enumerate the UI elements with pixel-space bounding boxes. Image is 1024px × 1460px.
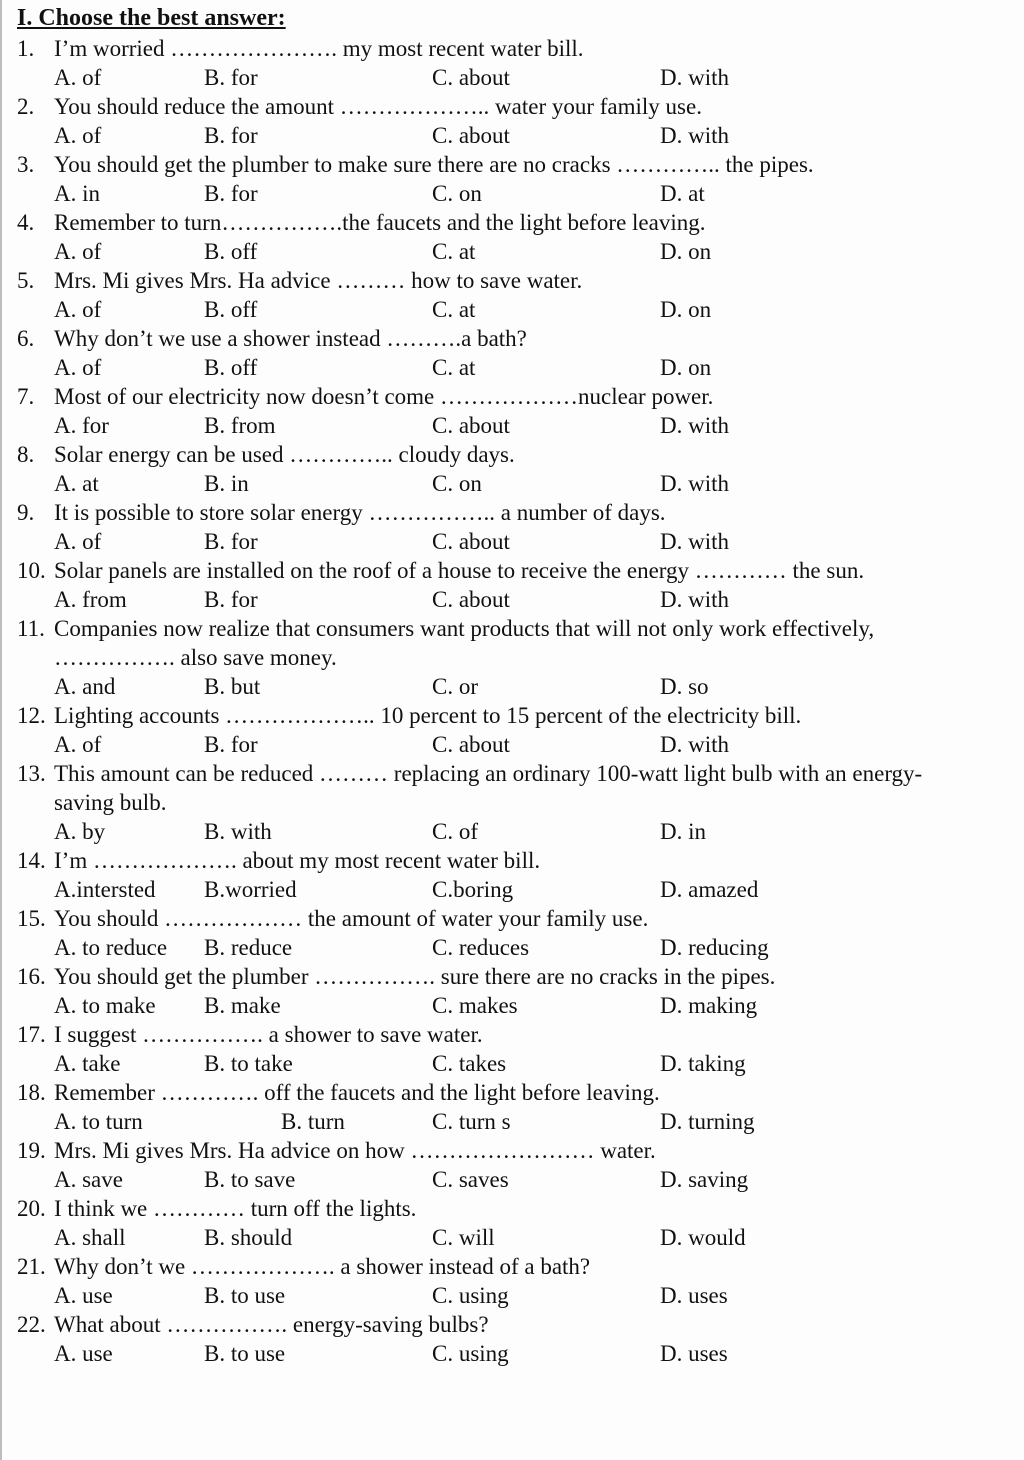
question-stem <box>17 1311 1022 1339</box>
option-d[interactable]: D. with <box>660 471 729 496</box>
question-number: 16. <box>17 964 46 989</box>
option-a[interactable]: A. use <box>54 1341 113 1366</box>
option-d[interactable]: D. with <box>660 123 729 148</box>
answer-options <box>0 1224 1020 1252</box>
question-text: Companies now realize that consumers want products that will not only work effectively, <box>54 616 875 641</box>
answer-options <box>0 180 1020 208</box>
option-b[interactable]: B. for <box>204 181 258 206</box>
question-number: 9. <box>17 500 35 525</box>
question-text: ……………. also save money. <box>54 645 337 670</box>
question-text: Mrs. Mi gives Mrs. Ha advice on how …………………… water. <box>54 1138 656 1163</box>
option-b[interactable]: B. to save <box>204 1167 296 1192</box>
question-stem <box>17 963 1022 991</box>
question-text: Most of our electricity now doesn’t come ………………nuclear power. <box>54 384 714 409</box>
question-text: saving bulb. <box>54 790 167 815</box>
question-text: I’m ………………. about my most recent water bill. <box>54 848 541 873</box>
option-d[interactable]: D. turning <box>660 1109 755 1134</box>
option-a[interactable]: A. of <box>54 355 102 380</box>
option-a[interactable]: A. shall <box>54 1225 126 1250</box>
question-stem <box>17 702 1022 730</box>
option-c[interactable]: C. at <box>432 239 476 264</box>
option-d[interactable]: D. so <box>660 674 709 699</box>
option-b[interactable]: B. reduce <box>204 935 293 960</box>
question-text: I suggest ……………. a shower to save water. <box>54 1022 483 1047</box>
option-d[interactable]: D. with <box>660 413 729 438</box>
option-d[interactable]: D. on <box>660 239 712 264</box>
answer-options <box>0 731 1020 759</box>
option-a[interactable]: A. for <box>54 413 109 438</box>
question-text: Why don’t we ………………. a shower instead of a bath? <box>54 1254 591 1279</box>
option-c[interactable]: C. using <box>432 1341 509 1366</box>
option-c[interactable]: C.boring <box>432 877 514 902</box>
option-a[interactable]: A. of <box>54 297 102 322</box>
question-text: You should get the plumber ……………. sure there are no cracks in the pipes. <box>54 964 776 989</box>
question-number: 4. <box>17 210 35 235</box>
option-b[interactable]: B. turn <box>281 1109 345 1134</box>
question-number: 7. <box>17 384 35 409</box>
option-d[interactable]: D. uses <box>660 1283 728 1308</box>
option-a[interactable]: A. by <box>54 819 106 844</box>
option-d[interactable]: D. uses <box>660 1341 728 1366</box>
option-a[interactable]: A. at <box>54 471 99 496</box>
answer-options <box>0 586 1020 614</box>
option-a[interactable]: A.intersted <box>54 877 156 902</box>
option-c[interactable]: C. turn s <box>432 1109 511 1134</box>
question-text: Remember …………. off the faucets and the light before leaving. <box>54 1080 660 1105</box>
answer-options <box>0 818 1020 846</box>
answer-options <box>0 1108 1020 1136</box>
option-d[interactable]: D. on <box>660 297 712 322</box>
answer-options <box>0 992 1020 1020</box>
option-c[interactable]: C. at <box>432 355 476 380</box>
option-b[interactable]: B. for <box>204 732 258 757</box>
option-c[interactable]: C. makes <box>432 993 518 1018</box>
option-a[interactable]: A. to reduce <box>54 935 168 960</box>
option-d[interactable]: D. would <box>660 1225 746 1250</box>
option-c[interactable]: C. at <box>432 297 476 322</box>
question-stem <box>17 1137 1022 1165</box>
question-stem <box>17 1021 1022 1049</box>
question-text: Solar energy can be used ………….. cloudy days. <box>54 442 515 467</box>
option-b[interactable]: B. to use <box>204 1341 286 1366</box>
option-c[interactable]: C. about <box>432 587 510 612</box>
question-stem <box>17 1195 1022 1223</box>
question-stem <box>17 93 1022 121</box>
question-number: 17. <box>17 1022 46 1047</box>
option-b[interactable]: B. off <box>204 297 258 322</box>
option-d[interactable]: D. saving <box>660 1167 749 1192</box>
question-text: Remember to turn…………….the faucets and the light before leaving. <box>54 210 706 235</box>
question-stem <box>17 1079 1022 1107</box>
option-c[interactable]: C. using <box>432 1283 509 1308</box>
option-a[interactable]: A. to make <box>54 993 156 1018</box>
question-number: 14. <box>17 848 46 873</box>
option-b[interactable]: B. should <box>204 1225 293 1250</box>
question-stem <box>17 325 1022 353</box>
answer-options <box>0 470 1020 498</box>
option-c[interactable]: C. about <box>432 732 510 757</box>
question-number: 10. <box>17 558 46 583</box>
option-a[interactable]: A. from <box>54 587 127 612</box>
question-stem <box>17 499 1022 527</box>
option-a[interactable]: A. of <box>54 65 102 90</box>
option-a[interactable]: A. of <box>54 732 102 757</box>
option-a[interactable]: A. of <box>54 123 102 148</box>
option-c[interactable]: C. about <box>432 413 510 438</box>
question-text: I think we ………… turn off the lights. <box>54 1196 417 1221</box>
question-text: You should ……………… the amount of water your family use. <box>54 906 649 931</box>
option-b[interactable]: B. in <box>204 471 249 496</box>
question-text: Lighting accounts ……………….. 10 percent to 15 percent of the electricity bill. <box>54 703 802 728</box>
option-c[interactable]: C. reduces <box>432 935 530 960</box>
question-stem <box>17 151 1022 179</box>
answer-options <box>0 412 1020 440</box>
question-stem <box>17 441 1022 469</box>
option-b[interactable]: B. for <box>204 65 258 90</box>
option-d[interactable]: D. with <box>660 65 729 90</box>
option-b[interactable]: B. for <box>204 587 258 612</box>
option-a[interactable]: A. of <box>54 239 102 264</box>
question-number: 3. <box>17 152 35 177</box>
question-stem <box>17 383 1022 411</box>
question-number: 13. <box>17 761 46 786</box>
option-d[interactable]: D. in <box>660 819 706 844</box>
option-c[interactable]: C. on <box>432 471 482 496</box>
option-d[interactable]: D. reducing <box>660 935 769 960</box>
question-stem <box>17 615 1022 643</box>
option-d[interactable]: D. with <box>660 587 729 612</box>
option-c[interactable]: C. will <box>432 1225 495 1250</box>
question-stem <box>17 35 1022 63</box>
option-d[interactable]: D. with <box>660 529 729 554</box>
option-a[interactable]: A. and <box>54 674 116 699</box>
question-text: You should get the plumber to make sure there are no cracks ………….. the pipes. <box>54 152 814 177</box>
question-number: 8. <box>17 442 35 467</box>
option-a[interactable]: A. use <box>54 1283 113 1308</box>
option-a[interactable]: A. save <box>54 1167 123 1192</box>
answer-options <box>0 673 1020 701</box>
question-number: 5. <box>17 268 35 293</box>
option-b[interactable]: B.worried <box>204 877 297 902</box>
question-number: 22. <box>17 1312 46 1337</box>
option-c[interactable]: C. takes <box>432 1051 507 1076</box>
question-stem <box>17 209 1022 237</box>
option-d[interactable]: D. on <box>660 355 712 380</box>
option-b[interactable]: B. but <box>204 674 261 699</box>
section-heading: I. Choose the best answer: <box>17 5 286 31</box>
answer-options <box>0 1282 1020 1310</box>
option-c[interactable]: C. about <box>432 529 510 554</box>
option-b[interactable]: B. from <box>204 413 276 438</box>
answer-options <box>0 296 1020 324</box>
answer-options <box>0 528 1020 556</box>
option-b[interactable]: B. make <box>204 993 281 1018</box>
question-stem <box>17 267 1022 295</box>
option-b[interactable]: B. for <box>204 529 258 554</box>
option-d[interactable]: D. amazed <box>660 877 759 902</box>
option-c[interactable]: C. or <box>432 674 478 699</box>
option-d[interactable]: D. making <box>660 993 758 1018</box>
option-d[interactable]: D. at <box>660 181 705 206</box>
option-d[interactable]: D. with <box>660 732 729 757</box>
answer-options <box>0 934 1020 962</box>
answer-options <box>0 64 1020 92</box>
question-number: 20. <box>17 1196 46 1221</box>
question-text: What about ……………. energy-saving bulbs? <box>54 1312 489 1337</box>
option-b[interactable]: B. off <box>204 355 258 380</box>
question-number: 2. <box>17 94 35 119</box>
question-stem-continued <box>17 644 1024 672</box>
answer-options <box>0 1340 1020 1368</box>
option-c[interactable]: C. about <box>432 123 510 148</box>
question-stem <box>17 905 1022 933</box>
answer-options <box>0 876 1020 904</box>
question-number: 1. <box>17 36 35 61</box>
question-text: This amount can be reduced ……… replacing an ordinary 100-watt light bulb with an energy- <box>54 761 923 786</box>
question-text: Why don’t we use a shower instead ……….a bath? <box>54 326 527 351</box>
option-d[interactable]: D. taking <box>660 1051 746 1076</box>
question-number: 19. <box>17 1138 46 1163</box>
question-stem-continued <box>17 789 1024 817</box>
question-number: 18. <box>17 1080 46 1105</box>
option-a[interactable]: A. take <box>54 1051 121 1076</box>
question-stem <box>17 847 1022 875</box>
option-c[interactable]: C. of <box>432 819 478 844</box>
option-c[interactable]: C. about <box>432 65 510 90</box>
question-text: I’m worried …………………. my most recent water bill. <box>54 36 584 61</box>
question-stem <box>17 557 1022 585</box>
question-text: Mrs. Mi gives Mrs. Ha advice ……… how to save water. <box>54 268 583 293</box>
answer-options <box>0 238 1020 266</box>
option-c[interactable]: C. saves <box>432 1167 509 1192</box>
option-b[interactable]: B. for <box>204 123 258 148</box>
option-a[interactable]: A. of <box>54 529 102 554</box>
question-text: It is possible to store solar energy …………….. a number of days. <box>54 500 666 525</box>
question-number: 21. <box>17 1254 46 1279</box>
answer-options <box>0 122 1020 150</box>
question-stem <box>17 760 1022 788</box>
question-number: 12. <box>17 703 46 728</box>
option-b[interactable]: B. to take <box>204 1051 293 1076</box>
question-number: 6. <box>17 326 35 351</box>
question-stem <box>17 1253 1022 1281</box>
option-b[interactable]: B. off <box>204 239 258 264</box>
option-b[interactable]: B. to use <box>204 1283 286 1308</box>
option-c[interactable]: C. on <box>432 181 482 206</box>
answer-options <box>0 1050 1020 1078</box>
option-a[interactable]: A. in <box>54 181 100 206</box>
option-a[interactable]: A. to turn <box>54 1109 143 1134</box>
answer-options <box>0 1166 1020 1194</box>
question-number: 11. <box>17 616 45 641</box>
question-text: You should reduce the amount ……………….. water your family use. <box>54 94 702 119</box>
answer-options <box>0 354 1020 382</box>
question-text: Solar panels are installed on the roof of a house to receive the energy ………… the sun. <box>54 558 865 583</box>
question-number: 15. <box>17 906 46 931</box>
option-b[interactable]: B. with <box>204 819 272 844</box>
